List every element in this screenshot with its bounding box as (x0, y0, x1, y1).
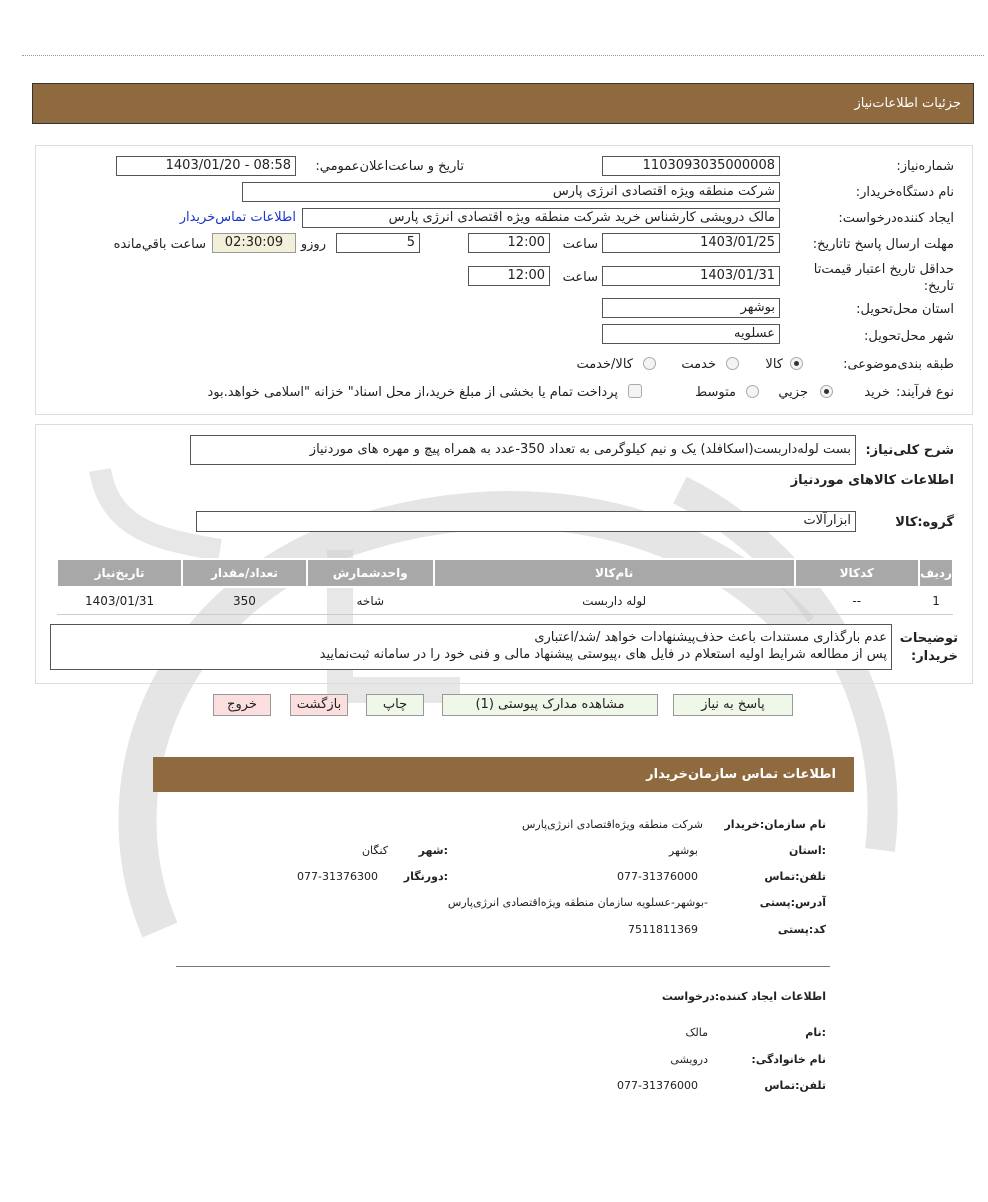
exit-button[interactable]: خروج (213, 694, 271, 716)
process-type: خريد (864, 385, 890, 400)
cell-code: -- (795, 587, 920, 615)
fax-label: :دورنگار (403, 870, 448, 883)
province-field: بوشهر (602, 298, 780, 318)
deadline-time-label: ساعت (562, 237, 598, 252)
process-option-minor: جزيي (778, 385, 808, 400)
city-field: عسلویه (602, 324, 780, 344)
col-code: کدکالا (795, 559, 920, 587)
notes-field (50, 624, 892, 670)
validity-time-field: 12:00 (468, 266, 550, 286)
creator-info-title: اطلاعات ایجاد کننده:درخواست (661, 990, 826, 1003)
notes-line-1: عدم بارگذاری مستندات باعث حذف‌پیشنهادات خواهد /شد/اعتباری (534, 630, 887, 645)
address-label: آدرس:پستی (759, 896, 826, 909)
days-label: روزو (300, 237, 326, 252)
buyer-org-field: شرکت منطقه ویژه اقتصادی انرژی پارس (242, 182, 780, 202)
goods-table (56, 558, 954, 615)
validity-time-label: ساعت (562, 270, 598, 285)
remaining-label: ساعت باقي‌مانده (113, 237, 206, 252)
treasury-payment-note: پرداخت تمام يا بخشی از مبلغ خريد،از محل اسناد" خزانه "اسلامی خواهد.بود (207, 385, 618, 400)
city-contact-value: کنگان (361, 844, 388, 857)
cell-row: 1 (919, 587, 953, 615)
cell-name: لوله داربست (434, 587, 795, 615)
contact-divider (176, 966, 830, 967)
page-header-title: جزئيات اطلاعات‌نياز (854, 96, 961, 111)
col-row: رديف (919, 559, 953, 587)
process-radio-medium[interactable] (746, 385, 759, 398)
need-number-field: 1103093035000008 (602, 156, 780, 176)
buyer-org-label: نام دستگاه‌خريدار: (855, 185, 954, 200)
province-contact-label: :استان (789, 844, 826, 857)
summary-label: شرح کلی‌نياز: (865, 443, 954, 458)
creator-phone-label: تلفن:تماس (764, 1079, 826, 1092)
need-number-label: شماره‌نياز: (896, 159, 954, 174)
creator-name-value: مالک (685, 1026, 708, 1039)
contact-title: اطلاعات تماس سازمان‌خريدار (646, 767, 836, 782)
view-attachments-button[interactable]: مشاهده مدارک پيوستی (1) (442, 694, 658, 716)
group-field: ابزارآلات (196, 511, 856, 532)
deadline-label: مهلت ارسال پاسخ تا‌تاريخ: (812, 237, 954, 252)
fax-value: 077-31376300 (297, 870, 378, 883)
goods-info-title: اطلاعات کالاهای موردنياز (790, 473, 954, 488)
col-name: نام‌کالا (434, 559, 795, 587)
treasury-payment-checkbox[interactable] (628, 384, 642, 398)
table-row (57, 587, 953, 615)
phone-label: تلفن:تماس (764, 870, 826, 883)
province-label: استان محل‌تحويل: (856, 302, 954, 317)
org-value: شرکت منطقه ویژه‌اقتصادی انرژی‌پارس (521, 818, 703, 831)
deadline-time-field: 12:00 (468, 233, 550, 253)
cell-unit: شاخه (307, 587, 434, 615)
creator-label: ايجاد کننده‌درخواست: (838, 211, 954, 226)
category-option-goods-service: کالا/خدمت (576, 357, 633, 372)
summary-field: بست لوله‌داربست(اسکافلد) یک و نیم کیلوگرمی به تعداد 350-عدد به همراه پیچ و مهره های موردنیاز (190, 435, 856, 465)
deadline-date-field: 1403/01/25 (602, 233, 780, 253)
creator-phone-value: 077-31376000 (617, 1079, 698, 1092)
postal-value: 7511811369 (628, 923, 698, 936)
process-option-medium: متوسط (695, 385, 736, 400)
org-label: نام سازمان:خريدار (724, 818, 826, 831)
creator-family-label: نام خانوادگی: (751, 1053, 826, 1066)
col-unit: واحدشمارش (307, 559, 434, 587)
remaining-timer: 02:30:09 (212, 233, 296, 253)
top-divider (22, 55, 984, 56)
category-label: طبقه بندی‌موضوعی: (843, 357, 954, 372)
notes-line-2: پس از مطالعه شرایط اولیه استعلام در فایل های ،پیوستی پیشنهاد مالی و فنی خود را در سامانه ثبت‌نمایید (319, 647, 887, 662)
postal-label: کد:پستی (777, 923, 826, 936)
back-button[interactable]: بازگشت (290, 694, 348, 716)
province-contact-value: بوشهر (668, 844, 698, 857)
contact-header (153, 757, 854, 792)
validity-label: حداقل تاريخ اعتبار قيمت‌تا تاريخ: (813, 262, 954, 294)
creator-family-value: درویشی (670, 1053, 708, 1066)
creator-field: مالک درویشی کارشناس خرید شرکت منطقه ویژه اقتصادی انرژی پارس (302, 208, 780, 228)
group-label: گروه:کالا (895, 515, 954, 530)
category-option-goods: کالا (765, 357, 783, 372)
category-option-service: خدمت (681, 357, 716, 372)
category-radio-service[interactable] (726, 357, 739, 370)
city-contact-label: :شهر (418, 844, 448, 857)
address-value: -بوشهر-عسلویه سازمان منطقه ویژه‌اقتصادی انرژی‌پارس (447, 896, 708, 909)
category-radio-goods-service[interactable] (643, 357, 656, 370)
col-date: تاريخ‌نياز (57, 559, 182, 587)
buyer-contact-link[interactable]: اطلاعات تماس‌خريدار (179, 210, 296, 225)
creator-name-label: :نام (805, 1026, 826, 1039)
cell-qty: 350 (182, 587, 307, 615)
phone-value: 077-31376000 (617, 870, 698, 883)
announce-label: تاريخ و ساعت‌اعلان‌عمومي: (315, 159, 464, 174)
process-label: نوع فرآيند: (896, 385, 954, 400)
page-header (32, 83, 974, 124)
announce-field: 1403/01/20 - 08:58 (116, 156, 296, 176)
reply-button[interactable]: پاسخ به نياز (673, 694, 793, 716)
category-radio-goods[interactable] (790, 357, 803, 370)
validity-date-field: 1403/01/31 (602, 266, 780, 286)
days-field: 5 (336, 233, 420, 253)
process-radio-minor[interactable] (820, 385, 833, 398)
col-qty: تعداد/مقدار (182, 559, 307, 587)
city-label: شهر محل‌تحويل: (864, 329, 954, 344)
print-button[interactable]: چاپ (366, 694, 424, 716)
cell-date: 1403/01/31 (57, 587, 182, 615)
notes-label: توضيحات خريدار: (899, 631, 958, 664)
